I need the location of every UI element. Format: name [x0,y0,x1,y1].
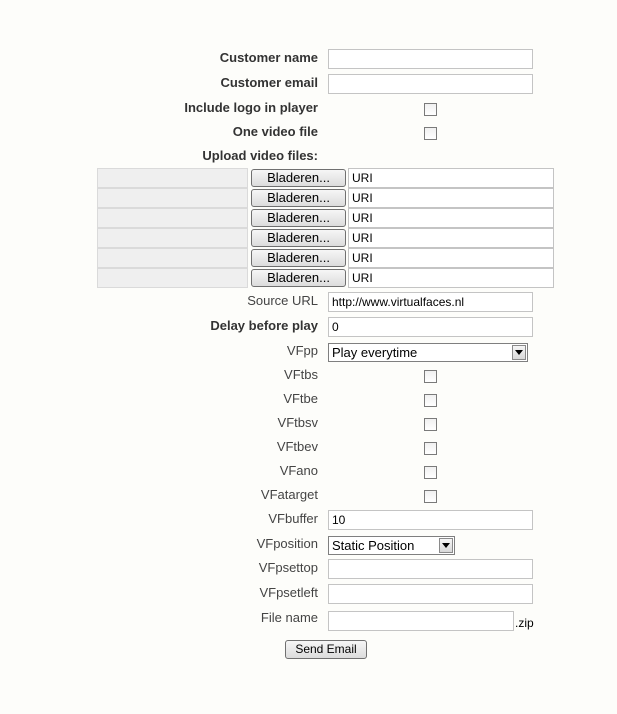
vftbev-label: VFtbev [276,439,318,454]
uri-input[interactable]: URI [348,208,554,228]
vfposition-label: VFposition [256,536,318,551]
include-logo-checkbox[interactable] [424,103,437,116]
upload-row [97,248,554,268]
vftbsv-checkbox[interactable] [424,418,437,431]
vftbe-checkbox[interactable] [424,394,437,407]
browse-button[interactable]: Bladeren... [251,169,346,187]
file-name-input[interactable] [328,611,514,631]
chevron-down-icon[interactable] [512,345,526,360]
delay-before-play-input[interactable]: 0 [328,317,533,337]
uri-input[interactable]: URI [348,168,554,188]
vfano-label: VFano [279,463,318,478]
vfbuffer-input[interactable]: 10 [328,510,533,530]
vfpp-select[interactable] [328,343,528,362]
upload-video-files-label: Upload video files: [202,148,318,163]
vfposition-select[interactable] [328,536,455,555]
one-video-file-checkbox[interactable] [424,127,437,140]
vftbe-label: VFtbe [283,391,318,406]
uri-input[interactable]: URI [348,268,554,288]
send-email-button[interactable]: Send Email [285,640,367,659]
vfpsetleft-label: VFpsetleft [259,585,318,600]
one-video-file-label: One video file [232,124,318,139]
customer-name-label: Customer name [219,50,318,65]
customer-email-label: Customer email [220,75,318,90]
browse-button[interactable]: Bladeren... [251,249,346,267]
file-extension-suffix: .zip [515,616,534,630]
vfpp-selected-value: Play everytime [332,345,418,360]
browse-button[interactable]: Bladeren... [251,209,346,227]
vfbuffer-label: VFbuffer [268,511,318,526]
file-path-field[interactable] [97,168,248,188]
vfano-checkbox[interactable] [424,466,437,479]
include-logo-label: Include logo in player [184,100,318,115]
source-url-label: Source URL [247,293,318,308]
vfpp-label: VFpp [286,343,318,358]
file-path-field[interactable] [97,208,248,228]
uri-input[interactable]: URI [348,228,554,248]
vfpsettop-input[interactable] [328,559,533,579]
vftbev-checkbox[interactable] [424,442,437,455]
file-path-field[interactable] [97,268,248,288]
chevron-down-icon[interactable] [439,538,453,553]
vfposition-selected-value: Static Position [332,538,415,553]
uri-input[interactable]: URI [348,188,554,208]
delay-before-play-label: Delay before play [210,318,318,333]
vfatarget-label: VFatarget [260,487,318,502]
upload-row [97,188,554,208]
file-path-field[interactable] [97,228,248,248]
upload-row [97,208,554,228]
vfpsetleft-input[interactable] [328,584,533,604]
browse-button[interactable]: Bladeren... [251,229,346,247]
browse-button[interactable]: Bladeren... [251,269,346,287]
browse-button[interactable]: Bladeren... [251,189,346,207]
customer-email-input[interactable] [328,74,533,94]
file-path-field[interactable] [97,248,248,268]
vfpsettop-label: VFpsettop [258,560,318,575]
upload-row [97,168,554,188]
customer-name-input[interactable] [328,49,533,69]
file-name-label: File name [260,610,318,625]
vftbsv-label: VFtbsv [277,415,318,430]
vftbs-checkbox[interactable] [424,370,437,383]
file-path-field[interactable] [97,188,248,208]
upload-row [97,228,554,248]
upload-row [97,268,554,288]
vfatarget-checkbox[interactable] [424,490,437,503]
vftbs-label: VFtbs [284,367,318,382]
uri-input[interactable]: URI [348,248,554,268]
source-url-input[interactable]: http://www.virtualfaces.nl [328,292,533,312]
